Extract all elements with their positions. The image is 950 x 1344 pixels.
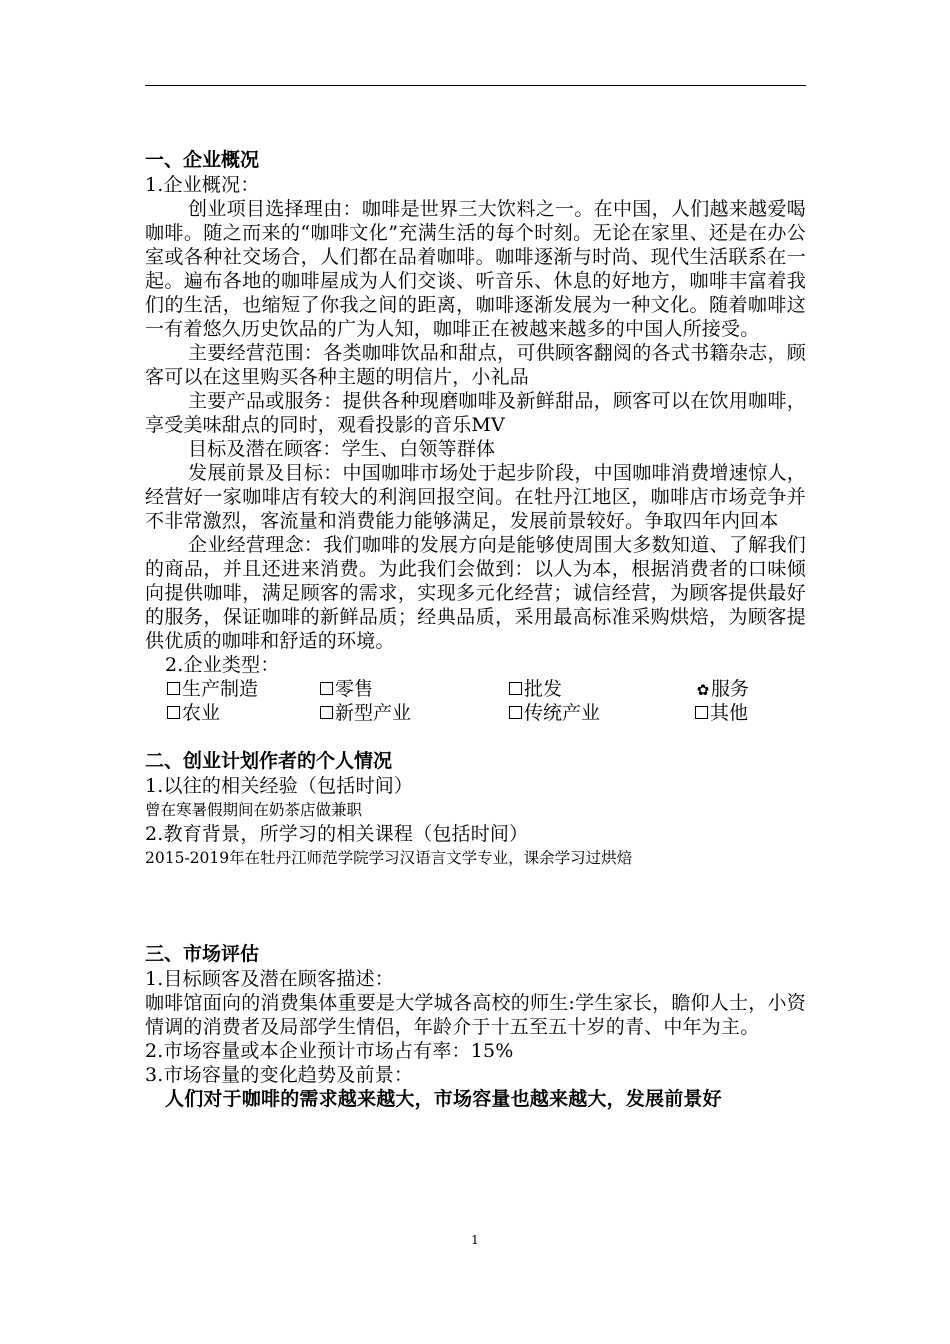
section3-heading: 三、市场评估 xyxy=(145,943,260,965)
enterprise-type-options xyxy=(145,677,806,725)
para-business-scope: 主要经营范围：各类咖啡饮品和甜点，可供顾客翻阅的各式书籍杂志，顾客可以在这里购买各种主题的明信片，小礼品 xyxy=(145,342,806,388)
section3-item2-label: 2.市场容量或本企业预计市场占有率：15% xyxy=(145,1040,514,1062)
checkbox-empty-icon xyxy=(509,706,522,719)
checkbox-empty-icon xyxy=(320,706,333,719)
para-development-prospect: 发展前景及目标：中国咖啡市场处于起步阶段，中国咖啡消费增速惊人，经营好一家咖啡店有较大的利润回报空间。在牡丹江地区，咖啡店市场竞争并不非常激烈，客流量和消费能力能够满足，发展前景较好。争取四年内回本 xyxy=(145,462,806,532)
option-manufacturing[interactable]: 生产制造 xyxy=(167,677,258,701)
page-number: 1 xyxy=(471,1233,479,1247)
checkbox-empty-icon xyxy=(167,682,180,695)
para-project-reason: 创业项目选择理由：咖啡是世界三大饮料之一。在中国，人们越来越爱喝咖啡。随之而来的“咖啡文化”充满生活的每个时刻。无论在家里、还是在办公室或各种社交场合，人们都在品着咖啡。咖啡逐渐与时尚、现代生活联系在一起。遍布各地的咖啡屋成为人们交谈、听音乐、休息的好地方，咖啡丰富着我们的生活，也缩短了你我之间的距离，咖啡逐渐发展为一种文化。随着咖啡这一有着悠久历史饮品的广为人知，咖啡正在被越来越多的中国人所接受。 xyxy=(145,198,806,340)
para-business-philosophy: 企业经营理念：我们咖啡的发展方向是能够使周围大多数知道、了解我们的商品，并且还进来消费。为此我们会做到：以人为本，根据消费者的口味倾向提供咖啡，满足顾客的需求，实现多元化经营；诚信经营，为顾客提供最好的服务，保证咖啡的新鲜品质；经典品质，采用最高标准采购烘焙，为顾客提供优质的咖啡和舒适的环境。 xyxy=(145,534,806,652)
section2-item1-value: 曾在寒暑假期间在奶茶店做兼职 xyxy=(145,801,363,819)
option-emerging-industry[interactable]: 新型产业 xyxy=(320,701,411,725)
checkbox-empty-icon xyxy=(695,706,708,719)
option-service[interactable]: ✿服务 xyxy=(696,678,750,700)
checkbox-empty-icon xyxy=(509,682,522,695)
section3-item1-label: 1.目标顾客及潜在顾客描述： xyxy=(145,968,394,990)
section2-item1-label: 1.以往的相关经验（包括时间） xyxy=(145,775,414,797)
option-other[interactable]: 其他 xyxy=(695,701,748,725)
option-traditional-industry[interactable]: 传统产业 xyxy=(509,701,600,725)
header-rule xyxy=(145,85,806,86)
section3-item3-value: 人们对于咖啡的需求越来越大，市场容量也越来越大，发展前景好 xyxy=(165,1088,722,1110)
section2-item2-value: 2015-2019年在牡丹江师范学院学习汉语言文学专业，课余学习过烘焙 xyxy=(145,849,633,867)
para-products-services: 主要产品或服务：提供各种现磨咖啡及新鲜甜品，顾客可以在饮用咖啡，享受美味甜点的同时，观看投影的音乐MV xyxy=(145,390,806,436)
checkbox-empty-icon xyxy=(167,706,180,719)
checkbox-empty-icon xyxy=(320,682,333,695)
section3-item3-label: 3.市场容量的变化趋势及前景： xyxy=(145,1064,414,1086)
option-retail[interactable]: 零售 xyxy=(320,677,373,701)
option-wholesale[interactable]: 批发 xyxy=(509,677,562,701)
section3-item1-value: 咖啡馆面向的消费集体重要是大学城各高校的师生:学生家长，瞻仰人士，小资情调的消费者及局部学生情侣，年龄介于十五至五十岁的青、中年为主。 xyxy=(145,992,806,1038)
section2-item2-label: 2.教育背景，所学习的相关课程（包括时间） xyxy=(145,823,529,845)
section2-heading: 二、创业计划作者的个人情况 xyxy=(145,750,393,772)
gear-icon: ✿ xyxy=(696,681,710,699)
section1-heading: 一、企业概况 xyxy=(145,149,260,171)
section1-item2-label: 2.企业类型： xyxy=(165,654,280,676)
para-target-customers: 目标及潜在顾客：学生、白领等群体 xyxy=(188,438,496,460)
section1-item1-label: 1.企业概况： xyxy=(145,174,260,196)
document-body xyxy=(145,148,806,1111)
option-agriculture[interactable]: 农业 xyxy=(167,701,220,725)
